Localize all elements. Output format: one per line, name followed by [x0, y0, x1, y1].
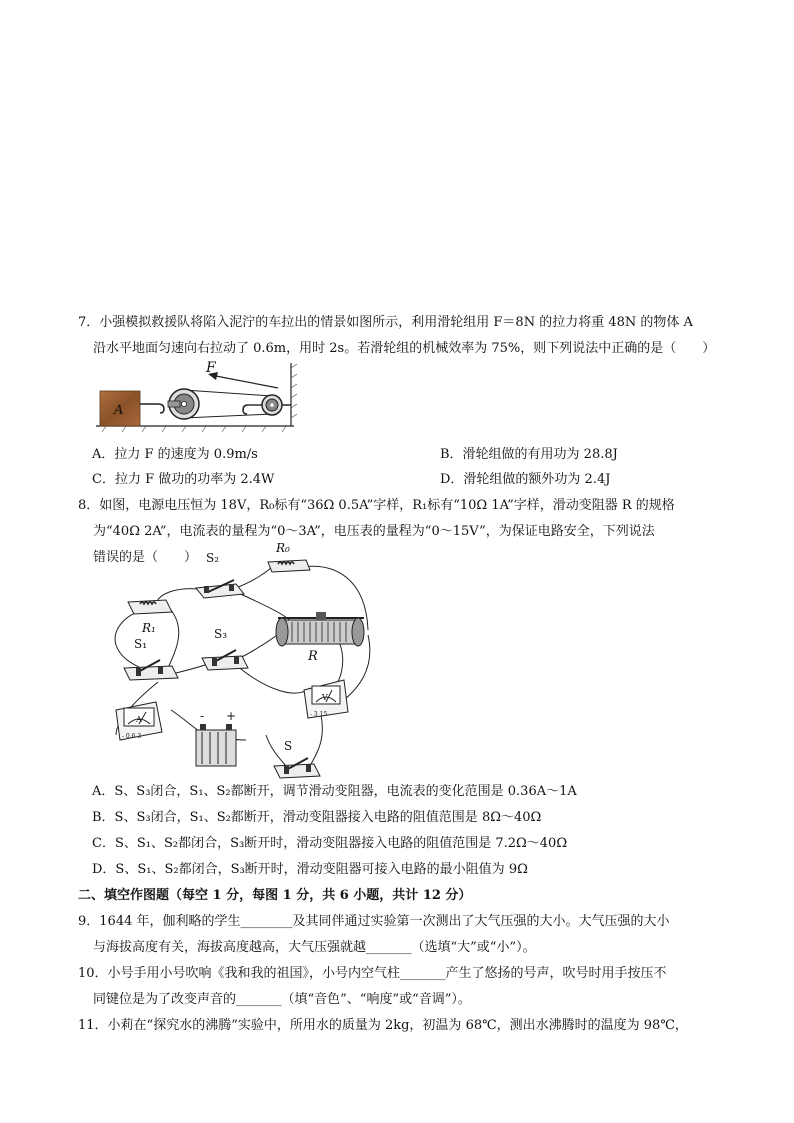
switch-s2	[196, 580, 244, 598]
q11-line-1: 11．小莉在“探究水的沸腾”实验中，所用水的质量为 2kg，初温为 68℃，测出水沸腾时的温度为 98℃，	[78, 1018, 688, 1033]
battery-minus: -	[200, 709, 205, 723]
q7-option-d[interactable]: D．滑轮组做的额外功为 2.4J	[440, 472, 611, 487]
q8-option-c[interactable]: C．S、S₁、S₂都闭合，S₃断开时，滑动变阻器接入电路的阻值范围是 7.2Ω～40Ω	[92, 836, 568, 851]
battery-plus: +	[226, 709, 237, 723]
q7-line-2: 沿水平地面匀速向右拉动了 0.6m，用时 2s。若滑轮组的机械效率为 75%，则下列说法中正确的是（ ）	[93, 341, 716, 356]
resistor-r0	[268, 560, 310, 572]
ammeter	[116, 702, 162, 740]
label-s2: S₂	[206, 551, 220, 565]
q7-option-b[interactable]: B．滑轮组做的有用功为 28.8J	[440, 447, 618, 462]
q8-option-d[interactable]: D．S、S₁、S₂都闭合，S₃断开时，滑动变阻器可接入电路的最小阻值为 9Ω	[92, 862, 528, 877]
rheostat-r	[276, 612, 364, 646]
q8-line-3: 错误的是（ ）	[93, 550, 198, 565]
switch-s3	[202, 650, 248, 670]
voltmeter	[304, 680, 348, 718]
label-s: S	[284, 739, 293, 753]
ammeter-symbol: A	[136, 715, 142, 724]
q8-line-2: 为“40Ω 2A”，电流表的量程为“0～3A”，电压表的量程为“0～15V”，为保证电路安全，下列说法	[93, 524, 655, 539]
label-r1: R₁	[142, 621, 156, 635]
label-a: A	[114, 403, 124, 418]
label-s3: S₃	[214, 627, 228, 641]
ammeter-scale: - 0.6 3	[122, 733, 142, 740]
q9-line-2: 与海拔高度有关，海拔高度越高，大气压强就越_______（选填“大”或“小”）。	[93, 940, 536, 955]
q10-line-2: 同键位是为了改变声音的_______（填“音色”、“响度”或“音调”）。	[93, 992, 471, 1007]
circuit-figure	[96, 540, 386, 782]
label-s1: S₁	[134, 637, 148, 651]
pulley-figure	[96, 358, 306, 438]
section-2-title: 二、填空作图题（每空 1 分，每图 1 分，共 6 小题，共计 12 分）	[78, 888, 472, 903]
q9-line-1: 9．1644 年，伽利略的学生________及其同伴通过实验第一次测出了大气压强的大小。大气压强的大小	[78, 914, 670, 929]
resistor-r1	[128, 600, 172, 614]
label-r: R	[308, 649, 318, 664]
q8-option-b[interactable]: B．S、S₃闭合，S₁、S₂都断开，滑动变阻器接入电路的阻值范围是 8Ω～40Ω	[92, 810, 542, 825]
q7-option-a[interactable]: A．拉力 F 的速度为 0.9m/s	[92, 447, 258, 462]
q8-line-1: 8．如图，电源电压恒为 18V，R₀标有“36Ω 0.5A”字样，R₁标有“10Ω 1A”字样，滑动变阻器 R 的规格	[78, 498, 675, 513]
voltmeter-scale: - 3 15	[310, 711, 328, 718]
q7-option-c[interactable]: C．拉力 F 做功的功率为 2.4W	[92, 472, 275, 487]
label-r0: R₀	[276, 541, 290, 555]
battery	[196, 724, 236, 766]
q7-line-1: 7．小强模拟救援队将陷入泥泞的车拉出的情景如图所示，利用滑轮组用 F＝8N 的拉力将重 48N 的物体 A	[78, 315, 693, 330]
label-f: F	[206, 360, 216, 376]
voltmeter-symbol: V	[322, 693, 328, 702]
q10-line-1: 10．小号手用小号吹响《我和我的祖国》，小号内空气柱_______产生了悠扬的号声，吹号时用手按压不	[78, 966, 667, 981]
q8-option-a[interactable]: A．S、S₃闭合，S₁、S₂都断开，调节滑动变阻器，电流表的变化范围是 0.36A～1A	[92, 784, 577, 799]
